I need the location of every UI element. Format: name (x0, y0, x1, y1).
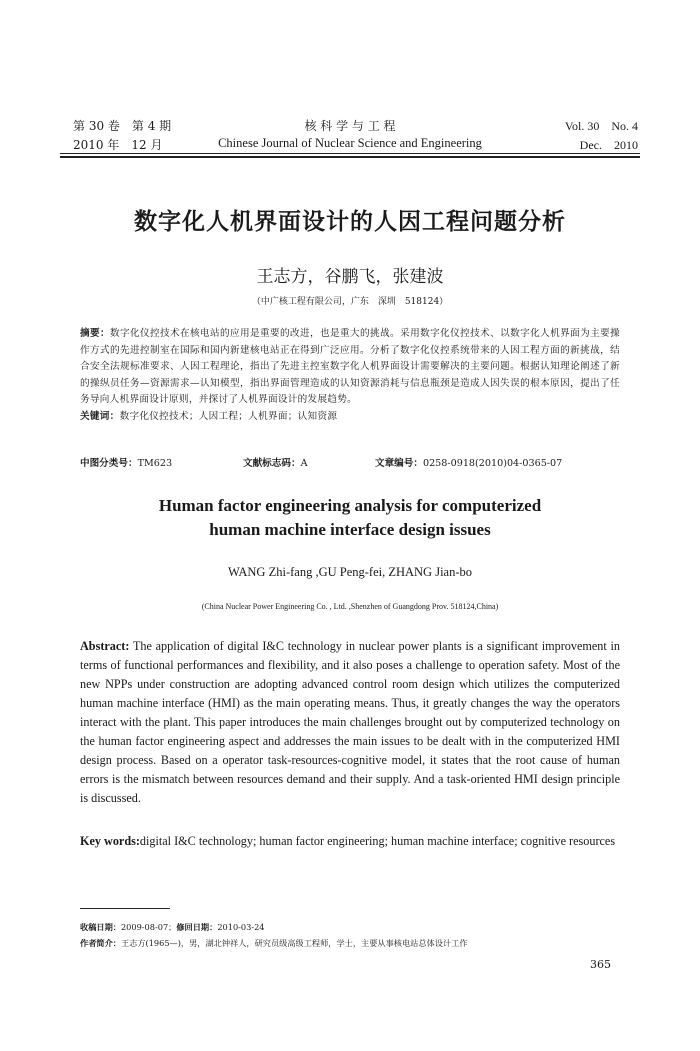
abstract-en (80, 637, 620, 808)
page-title-en (0, 494, 700, 542)
page-title-cn: 数字化人机界面设计的人因工程问题分析 (134, 209, 566, 235)
header-date-cn: 2010 年 12 月 (73, 138, 163, 152)
footnote-dates (80, 922, 640, 933)
abstract-label-cn: 摘要： (80, 328, 111, 339)
abstract-label-en: Abstract: (80, 639, 130, 653)
clc (80, 455, 172, 469)
revised-label: 修回日期： (176, 922, 218, 932)
doc-code-value: A (300, 458, 308, 469)
author-bio-value: 王志方(1965—)，男，湖北钟祥人，研究员级高级工程师，学士，主要从事核电站总体设计工作 (120, 938, 468, 948)
header-journal-en: Chinese Journal of Nuclear Science and Engineering (218, 136, 482, 150)
authors-en: WANG Zhi-fang ,GU Peng-fei, ZHANG Jian-bo (227, 565, 473, 579)
keywords-text-cn: 数字化仪控技术；人因工程；人机界面；认知资源 (119, 410, 338, 422)
article-number-value: 0258-0918(2010)04-0365-07 (422, 458, 563, 469)
header-rule-thin (60, 153, 640, 154)
doc-code-label: 文献标志码： (243, 458, 301, 469)
keywords-label-cn: 关键词： (80, 410, 120, 422)
header-date-en: Dec. 2010 (579, 138, 638, 152)
authors-cn: 王志方，谷鹏飞，张建波 (256, 267, 444, 287)
affiliation-cn: （中广核工程有限公司，广东 深圳 518124） (251, 297, 449, 307)
author-bio-label: 作者简介： (80, 938, 121, 948)
footnote-rule (80, 908, 170, 909)
footnote-author (80, 938, 640, 949)
affiliation-en: (China Nuclear Power Engineering Co. , Ltd. ,Shenzhen of Guangdong Prov. 518124,China) (201, 602, 499, 611)
revised-value: 2010-03-24 (217, 922, 265, 932)
page-number: 365 (590, 958, 611, 971)
keywords-text-en: digital I&C technology; human factor engineering; human machine interface; cognitive resources (139, 834, 616, 848)
clc-label: 中图分类号： (80, 458, 138, 469)
article-number-label: 文章编号： (375, 458, 423, 469)
header-volume-issue-cn: 第 30 卷 第 4 期 (73, 119, 172, 133)
received-value: 2009-08-07； (120, 922, 177, 932)
doc-code (243, 455, 308, 469)
title-en-line1: Human factor engineering analysis for computerized (158, 496, 542, 515)
clc-value: TM623 (137, 458, 173, 469)
keywords-en (80, 832, 620, 851)
article-number (375, 455, 562, 469)
title-en-line2: human machine interface design issues (209, 520, 491, 539)
abstract-cn (80, 326, 620, 426)
header-journal-cn: 核 科 学 与 工 程 (304, 119, 396, 133)
header-volume-issue-en: Vol. 30 No. 4 (564, 119, 638, 133)
received-label: 收稿日期： (80, 922, 121, 932)
abstract-text-en: The application of digital I&C technology in nuclear power plants is a significant improvement in terms of functional performances and flexibility, and it also poses a challenge to operation safety. Most of the new NPPs under construction are adopting advanced control room design which utilizes the computerized human machine interface (HMI) as the main operating means. Thus, it greatly changes the way the operators interact with the plant. This paper introduces the main challenges brought out by computerized technology on the human factor engineering aspect and addresses the main issues to be dealt with in the computerized HMI design process. Based on a operator task-resources-cognitive model, it states that the root cause of human errors is the mismatch between resources demand and their supply. And a task-oriented HMI design principle is discussed. (80, 639, 620, 805)
abstract-text-cn: 数字化仪控技术在核电站的应用是重要的改进，也是重大的挑战。采用数字化仪控技术、以数字化人机界面为主要操作方式的先进控制室在国际和国内新建核电站正在得到广泛应用。分析了数字化仪控系统带来的人因工程方面的新挑战，结合安全法规标准要求、人因工程理论，指出了先进主控室数字化人机界面设计需要解决的主要问题。根据认知理论阐述了新的操纵员任务—资源需求—认知模型，指出界面管理造成的认知资源消耗与信息瓶颈是造成人因失误的根本原因，提出了任务导向人机界面设计原则，并探讨了人机界面设计的发展趋势。 (80, 328, 620, 406)
keywords-label-en: Key words: (80, 834, 140, 848)
header-rule-thick (60, 156, 640, 158)
